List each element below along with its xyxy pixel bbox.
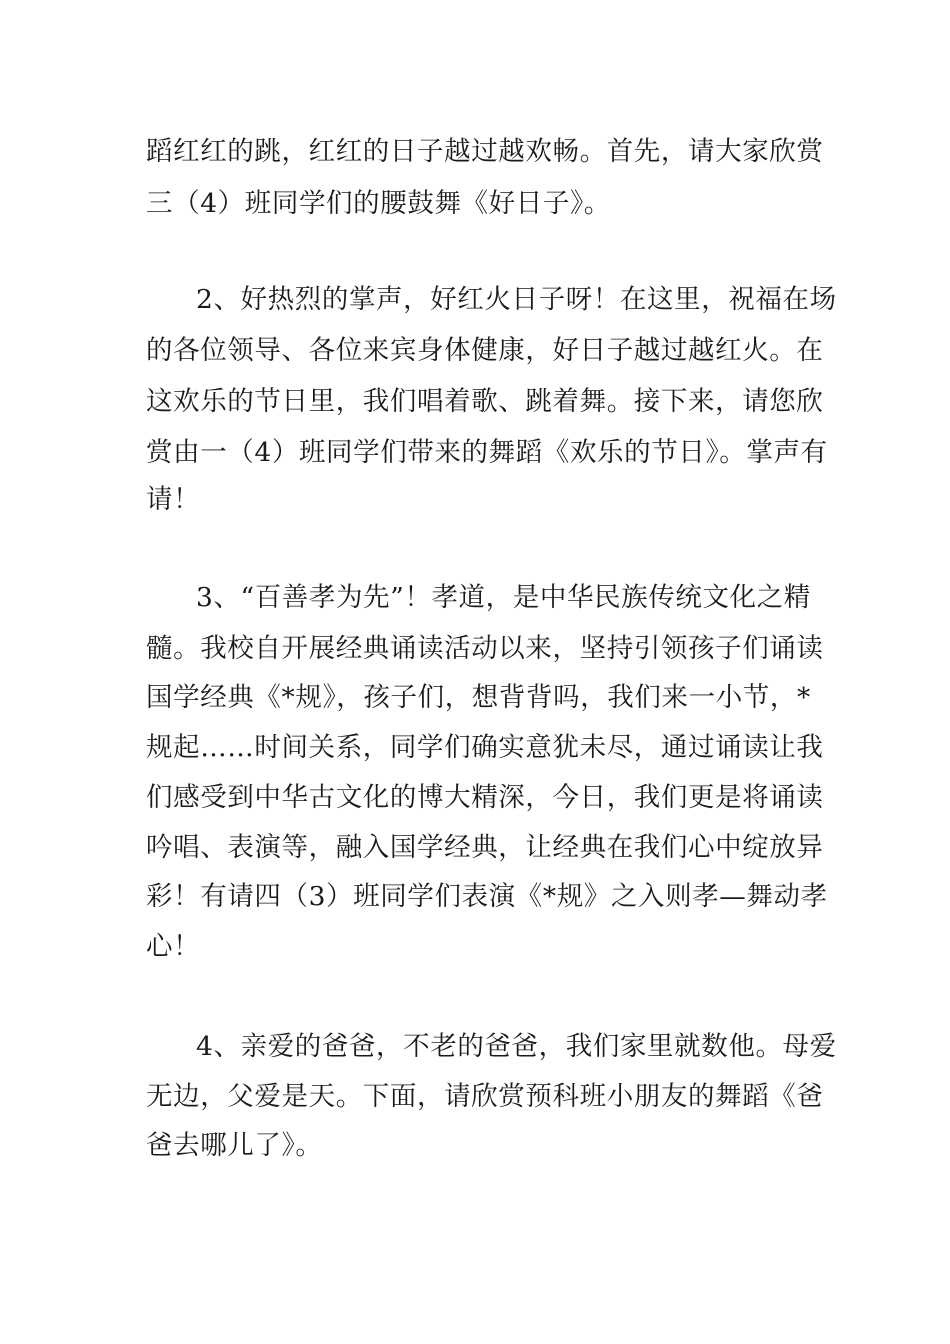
- paragraph-4-line-2: 无边，父爱是天。下面，请欣赏预科班小朋友的舞蹈《爸: [146, 1081, 824, 1112]
- paragraph-3-line-2: 髓。我校自开展经典诵读活动以来，坚持引领孩子们诵读: [146, 633, 824, 664]
- paragraph-4-line-1: 4、亲爱的爸爸，不老的爸爸，我们家里就数他。母爱: [196, 1031, 837, 1062]
- paragraph-3-line-8: 心！: [146, 931, 201, 962]
- paragraph-2-line-2: 的各位领导、各位来宾身体健康，好日子越过越红火。在: [146, 335, 824, 366]
- paragraph-3-line-7: 彩！有请四（3）班同学们表演《*规》之入则孝—舞动孝: [146, 881, 828, 912]
- paragraph-3-line-3: 国学经典《*规》，孩子们，想背背吗，我们来一小节，*: [146, 682, 811, 713]
- paragraph-3-line-6: 吟唱、表演等，融入国学经典，让经典在我们心中绽放异: [146, 832, 824, 863]
- paragraph-2-line-4: 赏由一（4）班同学们带来的舞蹈《欢乐的节日》。掌声有: [146, 437, 828, 468]
- paragraph-1-line-2: 三（4）班同学们的腰鼓舞《好日子》。: [146, 188, 611, 219]
- paragraph-3-line-1: 3、“百善孝为先”！孝道，是中华民族传统文化之精: [196, 582, 811, 613]
- paragraph-2-line-1: 2、好热烈的掌声，好红火日子呀！在这里，祝福在场: [196, 284, 837, 315]
- paragraph-2-line-5: 请！: [146, 484, 201, 515]
- paragraph-3-line-4: 规起……时间关系，同学们确实意犹未尽，通过诵读让我: [146, 732, 824, 763]
- paragraph-4-line-3: 爸去哪儿了》。: [146, 1130, 323, 1161]
- paragraph-1-line-1: 蹈红红的跳，红红的日子越过越欢畅。首先，请大家欣赏: [146, 136, 824, 167]
- paragraph-3-line-5: 们感受到中华古文化的博大精深，今日，我们更是将诵读: [146, 782, 824, 813]
- paragraph-2-line-3: 这欢乐的节日里，我们唱着歌、跳着舞。接下来，请您欣: [146, 386, 824, 417]
